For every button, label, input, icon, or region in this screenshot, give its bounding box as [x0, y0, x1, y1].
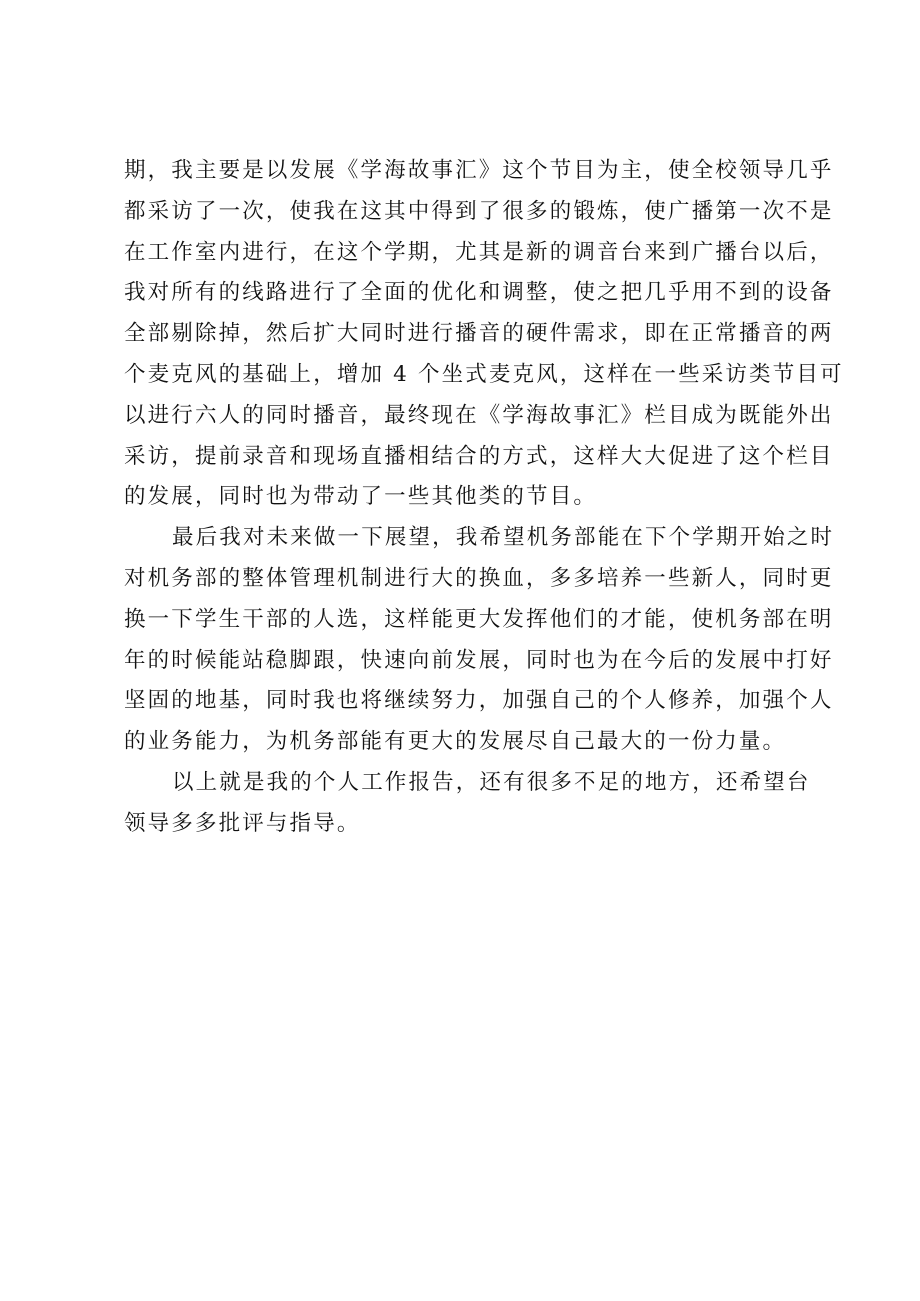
text-line-11: 对机务部的整体管理机制进行大的换血，多多培养一些新人，同时更 — [124, 565, 834, 591]
text-line-10: 最后我对未来做一下展望，我希望机务部能在下个学期开始之时 — [172, 525, 835, 551]
text-line-1: 期，我主要是以发展《学海故事汇》这个节目为主，使全校领导几乎 — [124, 158, 834, 183]
text-line-6: 个麦克风的基础上，增加 4 个坐式麦克风，这样在一些采访类节目可 — [124, 361, 844, 387]
text-line-14: 坚固的地基，同时我也将继续努力，加强自己的个人修养，加强个人 — [124, 688, 834, 714]
text-line-12: 换一下学生干部的人选，这样能更大发挥他们的才能，使机务部在明 — [124, 606, 834, 632]
text-line-17: 领导多多批评与指导。 — [124, 810, 361, 836]
text-line-15: 的业务能力，为机务部能有更大的发展尽自己最大的一份力量。 — [124, 729, 787, 755]
text-line-9: 的发展，同时也为带动了一些其他类的节目。 — [124, 484, 598, 510]
text-line-13: 年的时候能站稳脚跟，快速向前发展，同时也为在今后的发展中打好 — [124, 647, 834, 673]
text-line-4: 我对所有的线路进行了全面的优化和调整，使之把几乎用不到的设备 — [124, 280, 834, 306]
text-line-2: 都采访了一次，使我在这其中得到了很多的锻炼，使广播第一次不是 — [124, 198, 834, 224]
text-line-5: 全部剔除掉，然后扩大同时进行播音的硬件需求，即在正常播音的两 — [124, 321, 834, 347]
text-line-8: 采访，提前录音和现场直播相结合的方式，这样大大促进了这个栏目 — [124, 443, 834, 469]
text-line-7: 以进行六人的同时播音，最终现在《学海故事汇》栏目成为既能外出 — [124, 402, 834, 428]
text-line-16: 以上就是我的个人工作报告，还有很多不足的地方，还希望台 — [172, 769, 811, 795]
report-body — [124, 151, 844, 845]
text-line-3: 在工作室内进行，在这个学期，尤其是新的调音台来到广播台以后， — [124, 239, 834, 265]
